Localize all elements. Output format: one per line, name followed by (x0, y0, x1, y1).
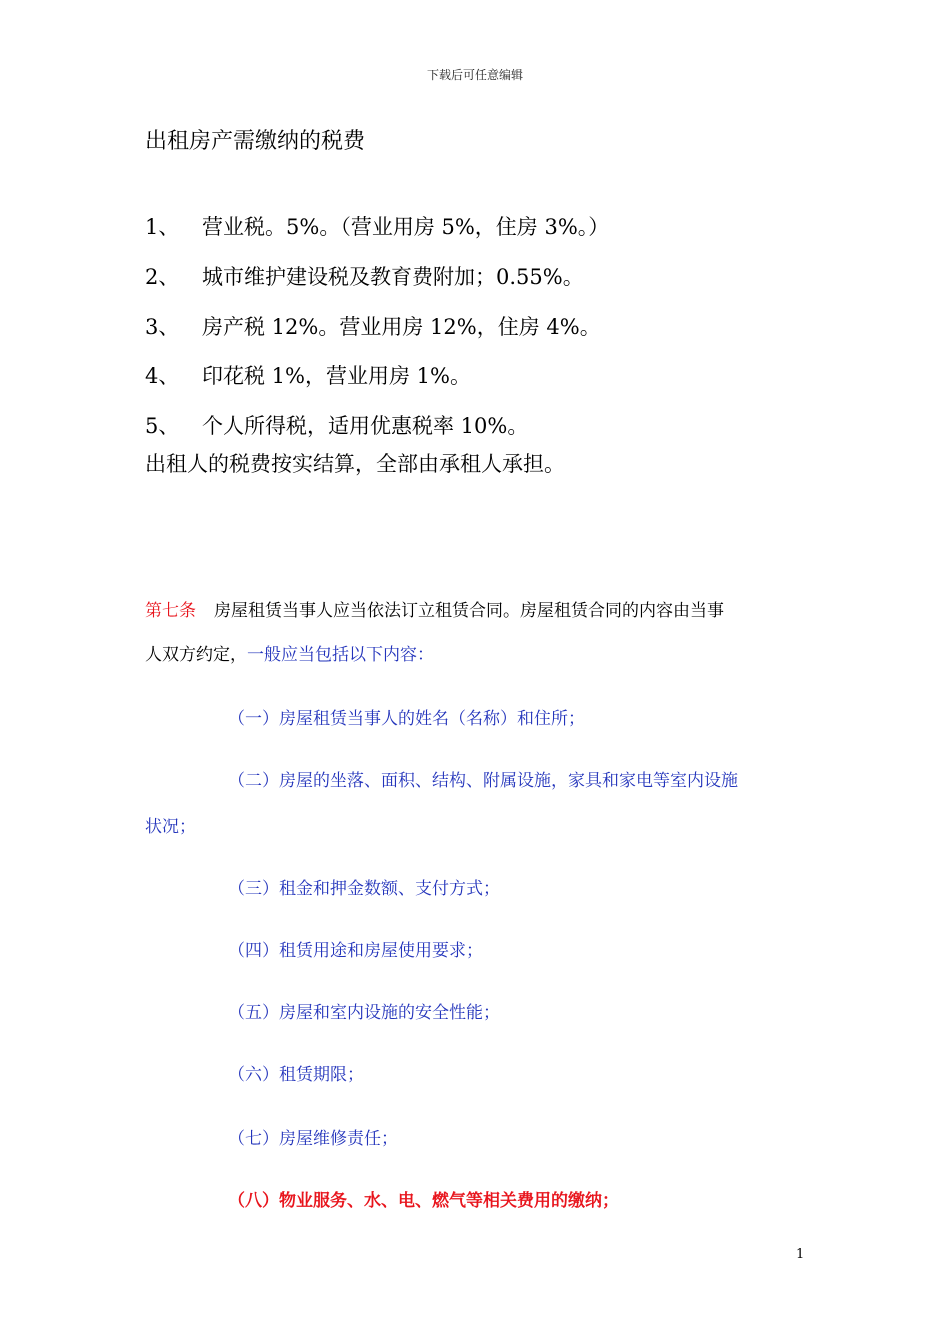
article-item: （五）房屋和室内设施的安全性能； (228, 1003, 500, 1023)
article-item: （六）租赁期限； (228, 1065, 364, 1085)
article-item-highlighted: （八）物业服务、水、电、燃气等相关费用的缴纳； (228, 1191, 619, 1211)
tax-item-number: 2、 (145, 265, 180, 289)
tax-item-text: 房产税 12%。营业用房 12%，住房 4%。 (202, 315, 601, 339)
tax-item-text: 城市维护建设税及教育费附加；0.55%。 (202, 265, 584, 289)
tax-item-text: 个人所得税，适用优惠税率 10%。 (202, 414, 529, 438)
tax-item-text: 印花税 1%，营业用房 1%。 (202, 364, 471, 388)
tax-item-number: 3、 (145, 315, 180, 339)
article-line1: 房屋租赁当事人应当依法订立租赁合同。房屋租赁合同的内容由当事 (214, 601, 724, 621)
article-item-continuation: 状况； (145, 817, 196, 837)
page-header: 下载后可任意编辑 (426, 68, 523, 82)
article-item: （三）租金和押金数额、支付方式； (228, 879, 500, 899)
article-item: （四）租赁用途和房屋使用要求； (228, 941, 483, 961)
tax-item-number: 5、 (145, 414, 180, 438)
article-item: （七）房屋维修责任； (228, 1129, 398, 1149)
article-item: （二）房屋的坐落、面积、结构、附属设施，家具和家电等室内设施 (228, 771, 738, 791)
article-label: 第七条 (145, 601, 196, 621)
article-line2-black: 人双方约定， (145, 645, 247, 665)
tax-item-number: 4、 (145, 364, 180, 388)
tax-summary: 出租人的税费按实结算，全部由承租人承担。 (145, 452, 565, 476)
article-item: （一）房屋租赁当事人的姓名（名称）和住所； (228, 709, 585, 729)
page-number: 1 (796, 1247, 805, 1262)
article-first-line (145, 596, 724, 621)
tax-item-number: 1、 (145, 215, 180, 239)
article-second-line (145, 640, 434, 665)
article-line2-blue: 一般应当包括以下内容： (247, 645, 434, 665)
document-title: 出租房产需缴纳的税费 (145, 129, 366, 154)
tax-item-text: 营业税。5%。（营业用房 5%，住房 3%。） (202, 215, 610, 239)
